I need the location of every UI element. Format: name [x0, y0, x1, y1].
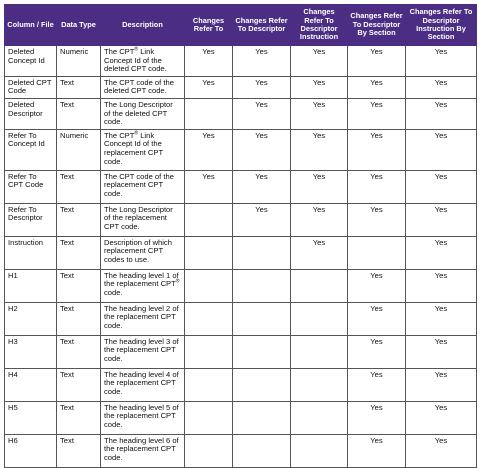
column-file-cell: Instruction	[5, 236, 57, 269]
changes-refer-to-descriptor-instruction-by-section-cell: Yes	[406, 129, 477, 170]
changes-refer-to-cell	[185, 269, 233, 302]
changes-refer-to-descriptor-cell	[233, 269, 291, 302]
changes-refer-to-descriptor-instruction-cell: Yes	[291, 203, 348, 236]
data-type-cell: Text	[57, 335, 101, 368]
changes-refer-to-descriptor-cell: Yes	[233, 76, 291, 98]
description-cell: The Long Descriptor of the deleted CPT code.	[101, 98, 185, 129]
changes-refer-to-cell	[185, 98, 233, 129]
changes-refer-to-descriptor-cell	[233, 434, 291, 467]
changes-refer-to-descriptor-instruction-by-section-cell: Yes	[406, 170, 477, 203]
table-row	[5, 170, 477, 203]
changes-refer-to-descriptor-instruction-cell	[291, 335, 348, 368]
table-row	[5, 368, 477, 401]
description-cell: The heading level 3 of the replacement CPT code.	[101, 335, 185, 368]
description-cell: The heading level 6 of the replacement CPT code.	[101, 434, 185, 467]
changes-refer-to-descriptor-instruction-cell	[291, 269, 348, 302]
description-cell: The CPT® Link Concept Id of the replacement CPT code.	[101, 129, 185, 170]
table-row	[5, 98, 477, 129]
table-row	[5, 401, 477, 434]
column-file-cell: Refer To Descriptor	[5, 203, 57, 236]
data-type-cell: Text	[57, 98, 101, 129]
changes-refer-to-descriptor-instruction-by-section-cell: Yes	[406, 401, 477, 434]
data-type-cell: Numeric	[57, 46, 101, 77]
table-row	[5, 129, 477, 170]
changes-refer-to-descriptor-cell	[233, 236, 291, 269]
changes-refer-to-descriptor-cell: Yes	[233, 98, 291, 129]
header-changes-refer-to-descriptor-instruction: Changes Refer To Descriptor Instruction	[291, 5, 348, 46]
changes-refer-to-descriptor-instruction-by-section-cell: Yes	[406, 203, 477, 236]
description-cell: The CPT code of the replacement CPT code.	[101, 170, 185, 203]
changes-refer-to-descriptor-instruction-by-section-cell: Yes	[406, 368, 477, 401]
changes-refer-to-cell	[185, 335, 233, 368]
changes-refer-to-descriptor-cell: Yes	[233, 203, 291, 236]
header-changes-refer-to-descriptor-instruction-by-section: Changes Refer To Descriptor Instruction By Section	[406, 5, 477, 46]
changes-refer-to-cell: Yes	[185, 76, 233, 98]
changes-refer-to-descriptor-instruction-by-section-cell: Yes	[406, 434, 477, 467]
table-row	[5, 236, 477, 269]
data-type-cell: Numeric	[57, 129, 101, 170]
changes-refer-to-descriptor-cell	[233, 401, 291, 434]
table-row	[5, 46, 477, 77]
changes-refer-to-descriptor-by-section-cell: Yes	[348, 76, 406, 98]
changes-refer-to-cell	[185, 434, 233, 467]
description-cell: The Long Descriptor of the replacement CPT code.	[101, 203, 185, 236]
changes-refer-to-descriptor-by-section-cell: Yes	[348, 434, 406, 467]
changes-refer-to-cell: Yes	[185, 46, 233, 77]
table-row	[5, 335, 477, 368]
column-file-cell: H3	[5, 335, 57, 368]
changes-refer-to-descriptor-instruction-by-section-cell: Yes	[406, 46, 477, 77]
description-cell: Description of which replacement CPT codes to use.	[101, 236, 185, 269]
changes-refer-to-descriptor-by-section-cell: Yes	[348, 129, 406, 170]
description-cell: The CPT® Link Concept Id of the deleted CPT code.	[101, 46, 185, 77]
data-type-cell: Text	[57, 170, 101, 203]
data-type-cell: Text	[57, 401, 101, 434]
changes-refer-to-descriptor-cell: Yes	[233, 170, 291, 203]
description-cell: The heading level 2 of the replacement CPT code.	[101, 302, 185, 335]
data-type-cell: Text	[57, 302, 101, 335]
changes-refer-to-descriptor-cell	[233, 368, 291, 401]
data-type-cell: Text	[57, 76, 101, 98]
changes-refer-to-descriptor-instruction-cell: Yes	[291, 98, 348, 129]
column-file-cell: H5	[5, 401, 57, 434]
column-file-cell: H4	[5, 368, 57, 401]
table-row	[5, 203, 477, 236]
table-row	[5, 76, 477, 98]
changes-refer-to-cell	[185, 368, 233, 401]
header-changes-refer-to-descriptor-by-section: Changes Refer To Descriptor By Section	[348, 5, 406, 46]
description-cell: The heading level 1 of the replacement CPT® code.	[101, 269, 185, 302]
cpt-change-table	[4, 4, 477, 468]
column-file-cell: Deleted Concept Id	[5, 46, 57, 77]
changes-refer-to-cell: Yes	[185, 170, 233, 203]
changes-refer-to-descriptor-instruction-cell: Yes	[291, 236, 348, 269]
header-data-type: Data Type	[57, 5, 101, 46]
description-cell: The heading level 5 of the replacement CPT code.	[101, 401, 185, 434]
column-file-cell: H6	[5, 434, 57, 467]
changes-refer-to-descriptor-instruction-by-section-cell: Yes	[406, 269, 477, 302]
changes-refer-to-descriptor-instruction-cell	[291, 401, 348, 434]
changes-refer-to-cell	[185, 203, 233, 236]
changes-refer-to-cell: Yes	[185, 129, 233, 170]
changes-refer-to-descriptor-instruction-cell	[291, 302, 348, 335]
column-file-cell: Refer To CPT Code	[5, 170, 57, 203]
header-changes-refer-to: Changes Refer To	[185, 5, 233, 46]
changes-refer-to-cell	[185, 236, 233, 269]
header-changes-refer-to-descriptor: Changes Refer To Descriptor	[233, 5, 291, 46]
changes-refer-to-descriptor-instruction-cell	[291, 368, 348, 401]
data-type-cell: Text	[57, 236, 101, 269]
column-file-cell: H2	[5, 302, 57, 335]
column-file-cell: Deleted CPT Code	[5, 76, 57, 98]
header-column-file: Column / File	[5, 5, 57, 46]
changes-refer-to-descriptor-instruction-cell: Yes	[291, 170, 348, 203]
changes-refer-to-descriptor-by-section-cell: Yes	[348, 269, 406, 302]
changes-refer-to-descriptor-cell: Yes	[233, 46, 291, 77]
description-cell: The CPT code of the deleted CPT code.	[101, 76, 185, 98]
table-container	[4, 4, 476, 468]
changes-refer-to-descriptor-by-section-cell: Yes	[348, 302, 406, 335]
column-file-cell: H1	[5, 269, 57, 302]
data-type-cell: Text	[57, 203, 101, 236]
changes-refer-to-descriptor-instruction-cell	[291, 434, 348, 467]
data-type-cell: Text	[57, 434, 101, 467]
changes-refer-to-descriptor-by-section-cell: Yes	[348, 335, 406, 368]
changes-refer-to-descriptor-by-section-cell: Yes	[348, 203, 406, 236]
column-file-cell: Refer To Concept Id	[5, 129, 57, 170]
changes-refer-to-descriptor-cell	[233, 335, 291, 368]
table-row	[5, 269, 477, 302]
changes-refer-to-descriptor-by-section-cell: Yes	[348, 170, 406, 203]
changes-refer-to-descriptor-cell	[233, 302, 291, 335]
description-cell: The heading level 4 of the replacement CPT code.	[101, 368, 185, 401]
changes-refer-to-descriptor-instruction-cell: Yes	[291, 76, 348, 98]
changes-refer-to-descriptor-by-section-cell: Yes	[348, 98, 406, 129]
changes-refer-to-descriptor-cell: Yes	[233, 129, 291, 170]
data-type-cell: Text	[57, 368, 101, 401]
changes-refer-to-descriptor-instruction-by-section-cell: Yes	[406, 236, 477, 269]
changes-refer-to-descriptor-by-section-cell: Yes	[348, 401, 406, 434]
table-row	[5, 302, 477, 335]
table-header-row	[5, 5, 477, 46]
table-body	[5, 46, 477, 468]
changes-refer-to-descriptor-instruction-by-section-cell: Yes	[406, 335, 477, 368]
data-type-cell: Text	[57, 269, 101, 302]
column-file-cell: Deleted Descriptor	[5, 98, 57, 129]
changes-refer-to-descriptor-instruction-by-section-cell: Yes	[406, 302, 477, 335]
header-description: Description	[101, 5, 185, 46]
table-row	[5, 434, 477, 467]
changes-refer-to-descriptor-instruction-cell: Yes	[291, 129, 348, 170]
changes-refer-to-cell	[185, 401, 233, 434]
changes-refer-to-descriptor-by-section-cell: Yes	[348, 46, 406, 77]
changes-refer-to-descriptor-by-section-cell	[348, 236, 406, 269]
changes-refer-to-descriptor-instruction-cell: Yes	[291, 46, 348, 77]
changes-refer-to-cell	[185, 302, 233, 335]
changes-refer-to-descriptor-instruction-by-section-cell: Yes	[406, 76, 477, 98]
changes-refer-to-descriptor-by-section-cell: Yes	[348, 368, 406, 401]
changes-refer-to-descriptor-instruction-by-section-cell: Yes	[406, 98, 477, 129]
